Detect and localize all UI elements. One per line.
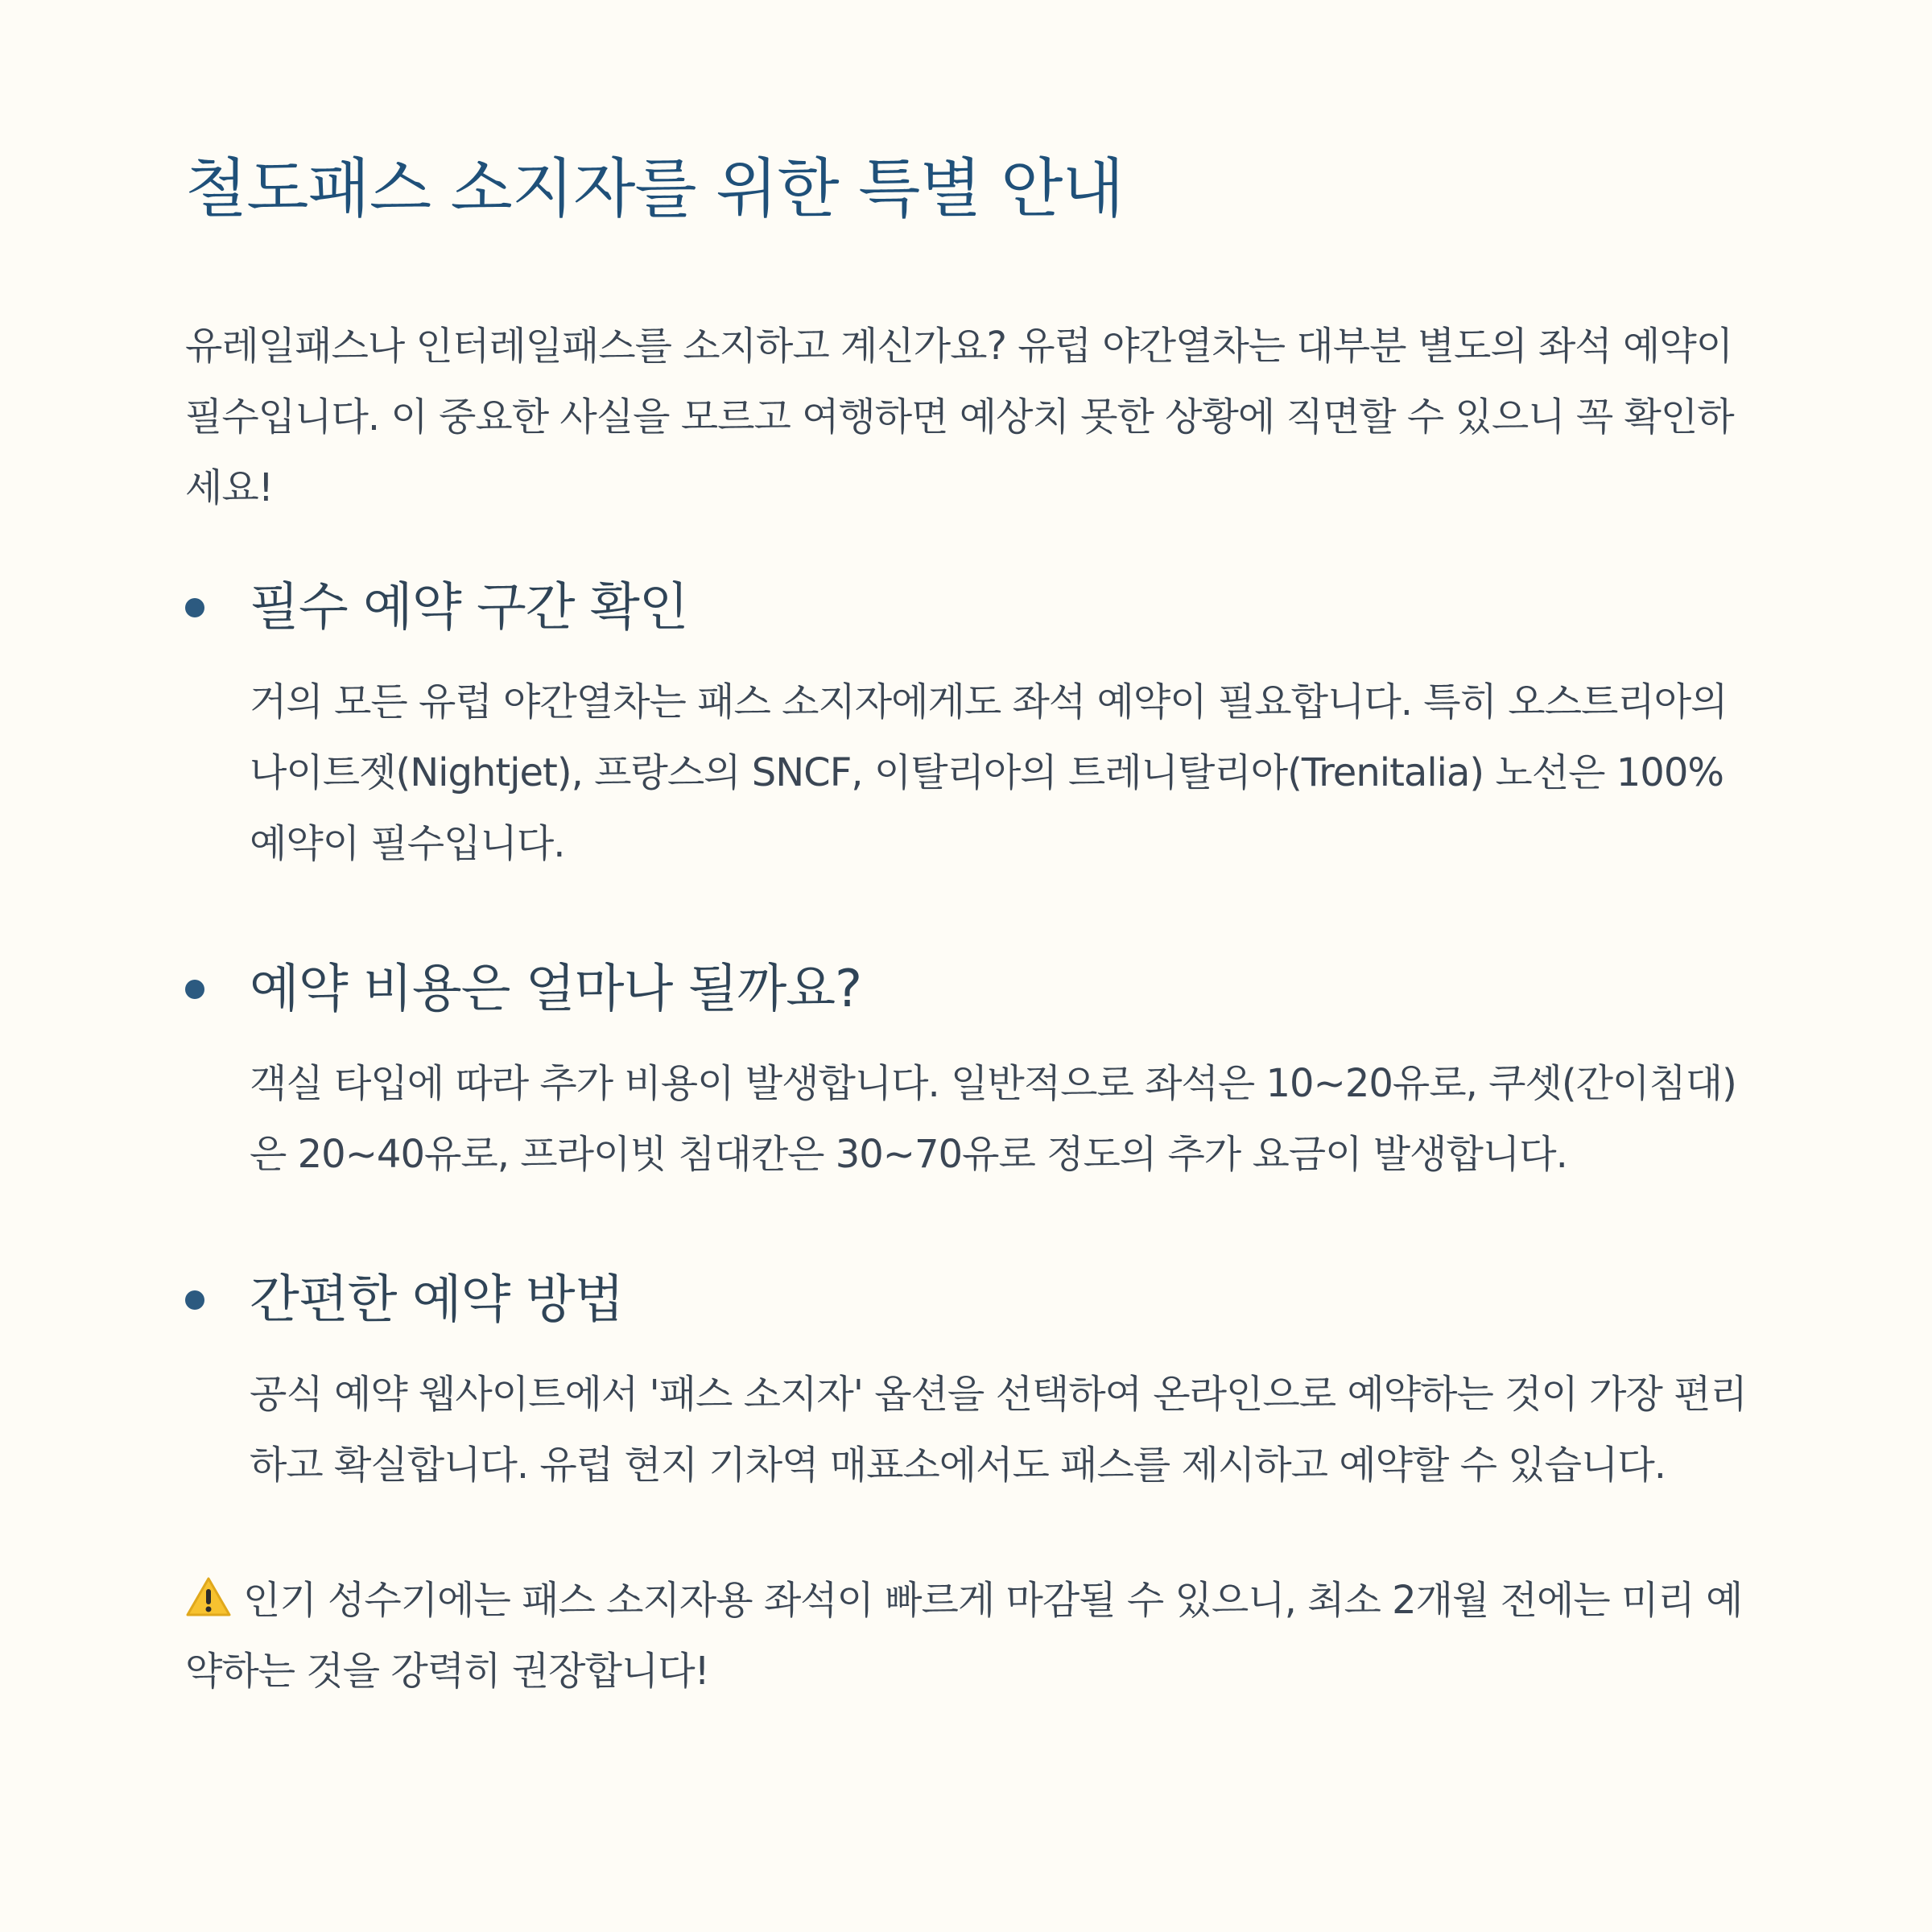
warning-icon	[185, 1576, 232, 1618]
intro-paragraph: 유레일패스나 인터레일패스를 소지하고 계신가요? 유럽 야간열차는 대부분 별도의 좌석 예약이 필수입니다. 이 중요한 사실을 모르고 여행하면 예상치 못한 상황에 직면할 수 있으니 꼭 확인하세요!	[185, 324, 1734, 510]
section-booking-method	[185, 1264, 1747, 1501]
section-title: 예약 비용은 얼마나 될까요?	[250, 960, 862, 1019]
section-body: 공식 예약 웹사이트에서 '패스 소지자' 옵션을 선택하여 온라인으로 예약하는 것이 가장 편리하고 확실합니다. 유럽 현지 기차역 매표소에서도 패스를 제시하고 예약할 수 있습니다.	[250, 1372, 1747, 1488]
section-body: 거의 모든 유럽 야간열차는 패스 소지자에게도 좌석 예약이 필요합니다. 특히 오스트리아의 나이트젯(Nightjet), 프랑스의 SNCF, 이탈리아의 트레니탈리아(Trenitalia) 노선은 100% 예약이 필수입니다.	[250, 679, 1728, 866]
warning-text: 인기 성수기에는 패스 소지자용 좌석이 빠르게 마감될 수 있으니, 최소 2개월 전에는 미리 예약하는 것을 강력히 권장합니다!	[185, 1578, 1743, 1694]
section-list	[185, 572, 1747, 1501]
page-title: 철도패스 소지자를 위한 특별 안내	[185, 151, 1124, 226]
section-title: 간편한 예약 방법	[250, 1270, 624, 1330]
section-required-routes	[185, 572, 1747, 879]
bullet-icon	[185, 980, 204, 999]
section-body: 객실 타입에 따라 추가 비용이 발생합니다. 일반적으로 좌석은 10~20유로, 쿠셋(간이침대)은 20~40유로, 프라이빗 침대칸은 30~70유로 정도의 추가 요금이 발생합니다.	[250, 1061, 1736, 1177]
bullet-icon	[185, 1290, 204, 1310]
bullet-icon	[185, 598, 204, 617]
section-reservation-cost	[185, 953, 1747, 1190]
section-title: 필수 예약 구간 확인	[250, 578, 688, 638]
warning-note	[185, 1565, 1747, 1707]
